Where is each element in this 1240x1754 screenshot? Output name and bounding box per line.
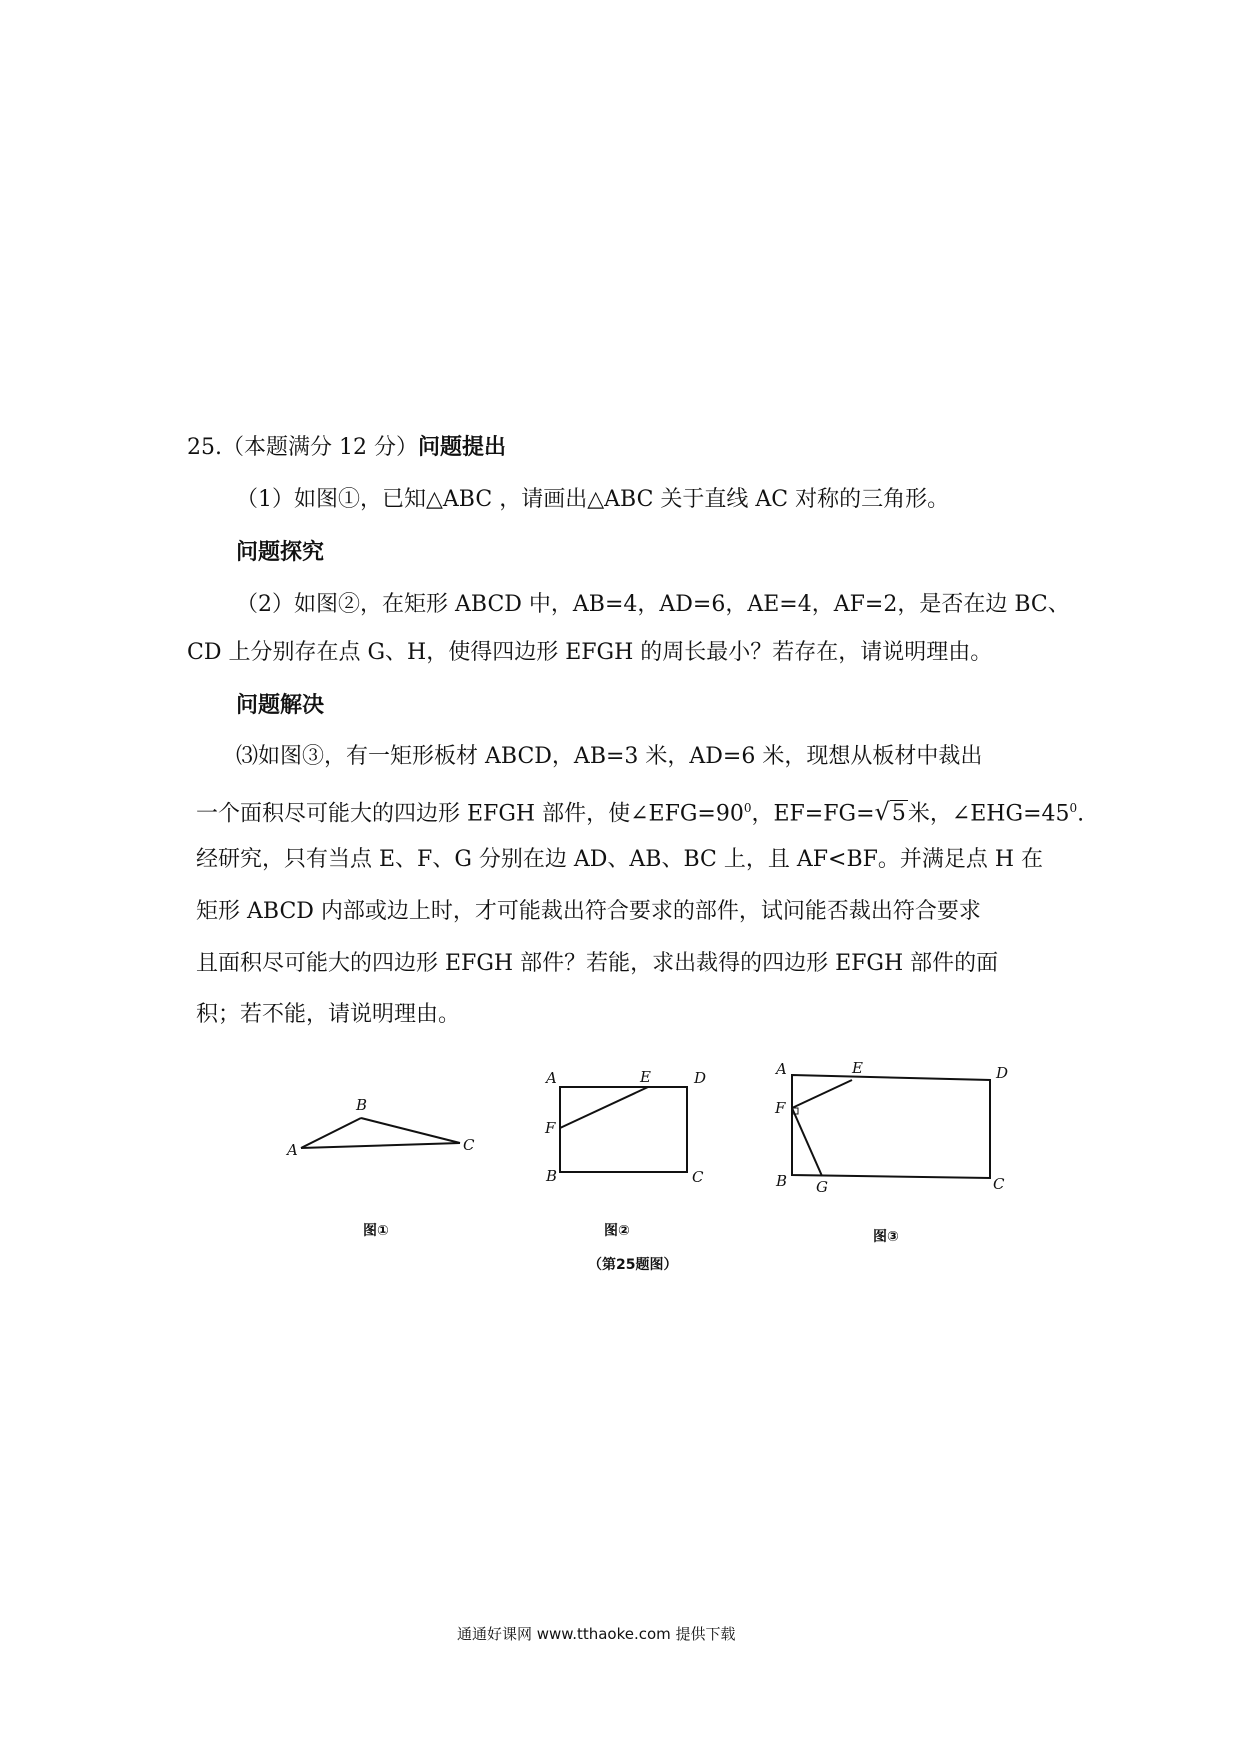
figure-1-caption: 图① [363,1223,389,1239]
fig3-label-b: B [776,1172,788,1190]
figure-2-caption: 图② [604,1223,630,1239]
fig2-label-a: A [546,1069,557,1087]
figure-3-rectangle [792,1075,990,1178]
fig3-label-c: C [993,1175,1005,1193]
footer-download-note: 通通好课网 www.tthaoke.com 提供下载 [457,1625,736,1643]
question-3-line-6: 积；若不能，请说明理由。 [196,1002,461,1027]
figure-group-caption: （第25题图） [588,1257,678,1273]
figure-3-caption: 图③ [873,1229,899,1245]
section-title-2: 问题探究 [236,539,325,565]
figure-2-rectangle [560,1087,687,1172]
fig2-label-c: C [692,1168,704,1186]
fig3-label-e: E [852,1059,863,1077]
fig2-label-b: B [546,1167,558,1185]
figure-1-triangle [301,1118,460,1148]
fig3-label-f: F [775,1099,786,1117]
fig3-label-g: G [816,1178,828,1196]
section-title-3: 问题解决 [236,692,325,718]
question-3-line-2: 一个面积尽可能大的四边形 EFGH 部件，使$\angle EFG=90^0$，EF=FG=√5米，$\angle EHG=45^0$. [196,793,1084,829]
question-3-line-4: 矩形 ABCD 内部或边上时，才可能裁出符合要求的部件，试问能否裁出符合要求 [196,899,981,924]
question-3-line-1: ⑶如图③，有一矩形板材 ABCD，AB=3 米，AD=6 米，现想从板材中裁出 [236,744,983,769]
fig3-label-a: A [776,1060,787,1078]
sqrt-expression: √5 [874,798,906,827]
question-2-line-2: CD 上分别存在点 G、H，使得四边形 EFGH 的周长最小？若存在，请说明理由。 [187,640,993,665]
fig1-label-c: C [463,1136,475,1154]
fig2-label-e: E [640,1068,651,1086]
fig1-label-b: B [356,1096,368,1114]
fig1-label-a: A [287,1141,298,1159]
question-3-line-5: 且面积尽可能大的四边形 EFGH 部件？若能，求出裁得的四边形 EFGH 部件的面 [196,951,999,976]
degree-superscript: 0 [1069,801,1078,815]
question-1: （1）如图①，已知△ABC ，请画出△ABC 关于直线 AC 对称的三角形。 [236,487,950,512]
question-2-line-1: （2）如图②，在矩形 ABCD 中，AB=4，AD=6，AE=4，AF=2，是否在边 BC、 [236,592,1070,617]
degree-superscript: 0 [743,801,752,815]
fig2-label-f: F [545,1119,556,1137]
problem-heading-prefix: 25.（本题满分 12 分） [187,435,418,460]
question-3-line-3: 经研究，只有当点 E、F、G 分别在边 AD、AB、BC 上，且 AF<BF。并满足点 H 在 [196,847,1044,872]
section-title-1: 问题提出 [417,434,506,460]
fig2-label-d: D [694,1069,707,1087]
fig3-label-d: D [996,1064,1009,1082]
